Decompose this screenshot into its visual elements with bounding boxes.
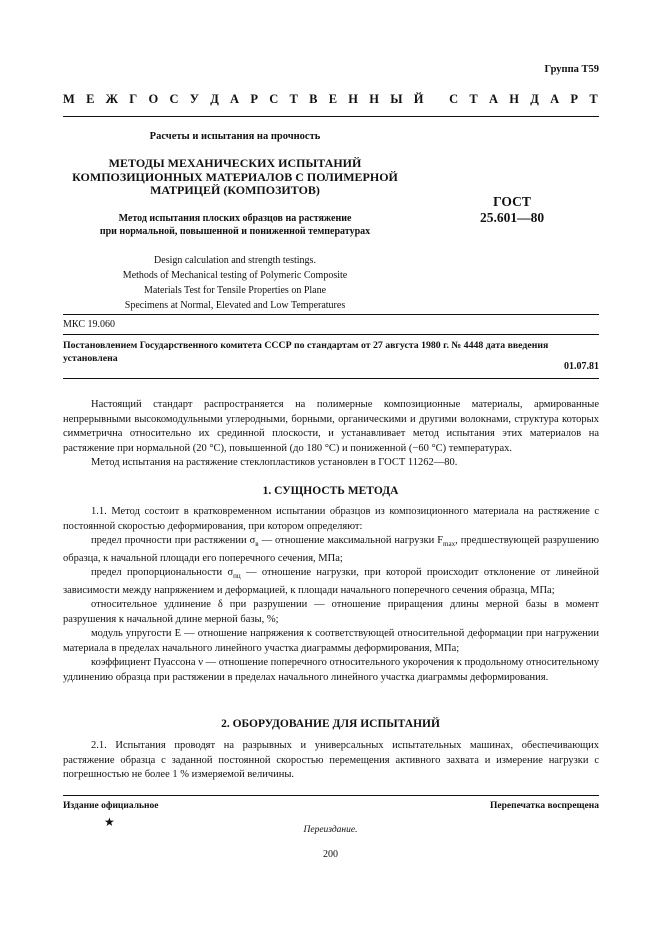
- footer-rule: [63, 795, 599, 796]
- banner-letter: А: [230, 92, 240, 106]
- method-line: при нормальной, повышенной и пониженной температурах: [99, 226, 371, 237]
- banner-letter: Н: [348, 92, 359, 106]
- subscript: пц: [233, 572, 241, 581]
- banner-letter: Р: [250, 92, 258, 106]
- banner-letter: С: [269, 92, 279, 106]
- banner-letter: [435, 92, 438, 107]
- intro-section: [63, 398, 599, 471]
- paragraph: коэффициент Пуассона ν — отношение поперечного относительного укорочения к продольному относительному удлинению образца при растяжении в пределах начального линейного участка диаграммы деформирования.: [63, 657, 599, 683]
- banner-letter: Е: [86, 92, 95, 106]
- english-line: Specimens at Normal, Elevated and Low Temperatures: [124, 300, 346, 311]
- banner-letter: Т: [589, 92, 598, 106]
- title-line: МАТРИЦЕЙ (КОМПОЗИТОВ): [150, 183, 320, 197]
- text-run: , предшествующей разрушению образца, к начальной площади его поперечного сечения, МПа;: [63, 535, 599, 564]
- banner-letter: Ы: [390, 92, 403, 106]
- top-rule: [63, 116, 599, 117]
- banner-letter: Ж: [105, 92, 119, 106]
- paragraph: 1.1. Метод состоит в кратковременном испытании образцов из композиционного материала на растяжение с постоянной скоростью деформирования, при котором определяют:: [63, 506, 599, 532]
- banner-letter: О: [148, 92, 159, 106]
- banner-letter: А: [489, 92, 499, 106]
- mks-rule: [63, 334, 599, 335]
- gost-label: ГОСТ: [493, 194, 531, 209]
- english-line: Methods of Mechanical testing of Polymeric Composite: [122, 270, 348, 281]
- text-run: предел прочности при растяжении σ: [91, 535, 256, 546]
- intro-paragraph: Настоящий стандарт распространяется на полимерные композиционные материалы, армированные непрерывными высокомодульными углеродными, борными, органическими и другими волокнами, структура которых симметрична относительно их срединной плоскости, и устанавливает метод испытания этих материалов на растяжение при нормальной (20 °С), повышенной (до 180 °С) и пониженной (−60 °С) температурах.: [63, 399, 599, 454]
- paragraph: 2.1. Испытания проводят на разрывных и универсальных испытательных машинах, обеспечивающих растяжение образца с заданной постоянной скоростью перемещения активного захвата и измерение нагрузки с погрешностью не более 1 % измеряемой величины.: [63, 740, 599, 780]
- gost-designation: [476, 194, 548, 226]
- reprint-prohibited: Перепечатка воспрещена: [489, 801, 599, 811]
- method-line: Метод испытания плоских образцов на растяжение: [118, 213, 352, 224]
- banner-letter: Н: [369, 92, 379, 106]
- banner-letter: Е: [328, 92, 338, 106]
- section-caption: Расчеты и испытания на прочность: [149, 131, 321, 142]
- star-icon: ★: [104, 815, 115, 829]
- banner-letter: В: [309, 92, 318, 106]
- official-edition: Издание официальное: [63, 801, 159, 811]
- paragraph: [63, 534, 599, 566]
- banner-letter: М: [63, 92, 75, 106]
- group-label: Группа Т59: [544, 64, 599, 75]
- banner-letter: У: [189, 92, 199, 106]
- mid-rule: [63, 314, 599, 315]
- title-line: КОМПОЗИЦИОННЫХ МАТЕРИАЛОВ С ПОЛИМЕРНОЙ: [72, 169, 398, 184]
- english-line: Design calculation and strength testings.: [154, 255, 316, 266]
- section-1-heading: 1. СУЩНОСТЬ МЕТОДА: [262, 485, 399, 497]
- decree-text: Постановлением Государственного комитета СССР по стандартам от 27 августа 1980 г. № 4448 дата введения установлена: [63, 340, 549, 364]
- banner-letter: С: [449, 92, 459, 106]
- banner-letter: Т: [469, 92, 478, 106]
- paragraph: [63, 566, 599, 598]
- section-2-body: [63, 739, 599, 783]
- gost-number: 25.601—80: [479, 210, 545, 225]
- text-run: предел пропорциональности σ: [91, 567, 234, 579]
- subscript: в: [255, 540, 259, 549]
- banner-letter: Г: [129, 92, 138, 106]
- page-number: 200: [323, 849, 338, 860]
- title-line: МЕТОДЫ МЕХАНИЧЕСКИХ ИСПЫТАНИЙ: [108, 156, 362, 170]
- banner-letter: Р: [570, 92, 579, 106]
- text-run: — отношение нагрузки, при которой происходит отклонение от линейной зависимости между напряжением и деформацией, к площади начального поперечного сечения образца, МПа;: [63, 567, 600, 596]
- banner-letter: С: [169, 92, 179, 106]
- standard-banner: [63, 92, 598, 107]
- banner-letter: Н: [509, 92, 520, 106]
- introduction-date: 01.07.81: [564, 361, 599, 372]
- paragraph: модуль упругости E — отношение напряжения к соответствующей относительной деформации при нагружении материала в пределах начального линейного участка диаграммы деформирования, МПа;: [63, 628, 599, 654]
- decree-rule: [63, 378, 599, 379]
- english-line: Materials Test for Tensile Properties on Plane: [143, 285, 327, 296]
- section-1-body: [63, 505, 599, 685]
- paragraph: относительное удлинение δ при разрушении — отношение приращения длины мерной базы в момент разрушения к начальной длине мерной базы, %;: [63, 599, 599, 625]
- intro-paragraph: Метод испытания на растяжение стеклопластиков установлен в ГОСТ 11262—80.: [91, 457, 458, 468]
- text-run: — отношение максимальной нагрузки F: [258, 535, 444, 546]
- section-2-heading: 2. ОБОРУДОВАНИЕ ДЛЯ ИСПЫТАНИЙ: [221, 718, 440, 730]
- banner-letter: Т: [289, 92, 298, 106]
- banner-letter: Д: [210, 92, 219, 106]
- mks-code: МКС 19.060: [63, 319, 115, 330]
- reissue-note: Переиздание.: [303, 825, 358, 835]
- banner-letter: Д: [530, 92, 539, 106]
- subscript: max: [443, 540, 456, 549]
- banner-letter: Й: [413, 92, 424, 106]
- main-title: [0, 157, 470, 198]
- method-title: [0, 212, 470, 238]
- english-title: [0, 253, 470, 313]
- banner-letter: А: [550, 92, 560, 106]
